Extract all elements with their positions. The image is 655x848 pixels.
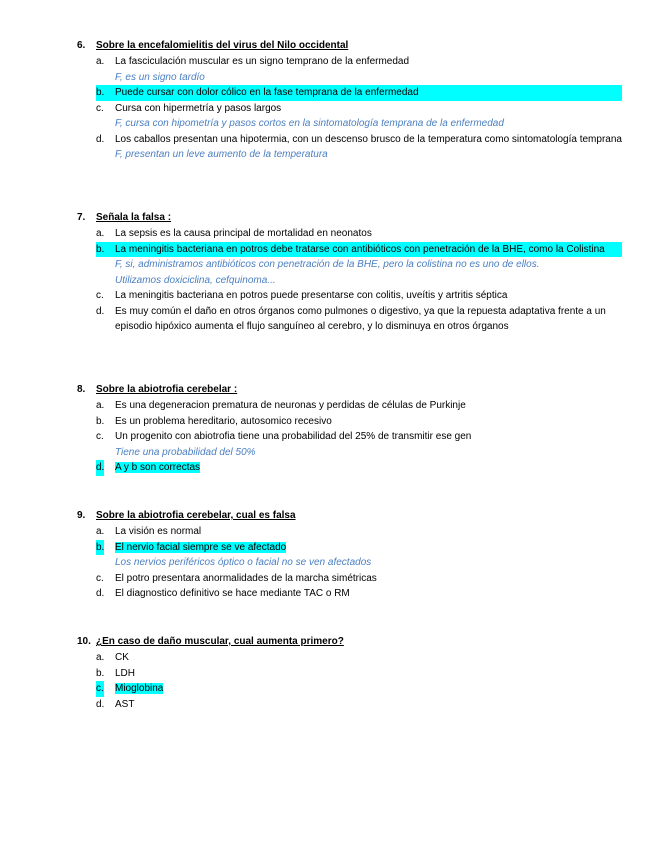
question-heading xyxy=(77,382,622,398)
answer-note: Tiene una probabilidad del 50% xyxy=(115,446,256,458)
option-letter: d. xyxy=(96,305,105,317)
option-b-correct xyxy=(77,540,622,556)
option-letter: c. xyxy=(96,681,104,697)
option-text: La meningitis bacteriana en potros debe tratarse con antibióticos con penetración de la BHE, como la Colistina xyxy=(115,243,605,255)
option-letter: d. xyxy=(96,460,104,476)
option-text: Es un problema hereditario, autosomico recesivo xyxy=(115,415,332,427)
answer-note: Utilizamos doxiciclina, cefquinoma... xyxy=(115,274,276,286)
option-c-correct xyxy=(77,681,622,697)
option-a xyxy=(77,226,622,242)
question-number: 10. xyxy=(77,636,91,647)
option-letter: c. xyxy=(96,431,104,442)
option-a xyxy=(77,650,622,666)
question-heading xyxy=(77,508,622,524)
option-c xyxy=(77,101,622,117)
option-text: Mioglobina xyxy=(115,683,164,694)
question-9 xyxy=(77,508,622,602)
option-letter: a. xyxy=(96,56,105,67)
answer-note: F, cursa con hipometría y pasos cortos en la sintomatología temprana de la enfermedad xyxy=(115,118,504,129)
option-c xyxy=(77,429,622,445)
option-letter: a. xyxy=(96,652,105,663)
option-letter: c. xyxy=(96,102,104,114)
option-text: Es muy común el daño en otros órganos como pulmones o digestivo, ya que la repuesta adaptativa frente a un episodio hipóxico aumenta el flujo sanguíneo al cerebro, y lo disminuya en otros órganos xyxy=(115,305,606,332)
option-text: Los caballos presentan una hipotermia, con un descenso brusco de la temperatura como sintomatología temprana xyxy=(115,133,622,145)
option-d xyxy=(77,697,622,713)
option-a xyxy=(77,398,622,414)
option-text: La visión es normal xyxy=(115,526,202,537)
option-letter: b. xyxy=(96,667,105,679)
option-b xyxy=(77,414,622,430)
answer-note: F, es un signo tardío xyxy=(115,71,205,83)
answer-note: F, si, administramos antibióticos con penetración de la BHE, pero la colistina no es uno de ellos. xyxy=(115,259,540,270)
option-c xyxy=(77,571,622,587)
question-6 xyxy=(77,38,622,163)
option-text: Puede cursar con dolor cólico en la fase temprana de la enfermedad xyxy=(115,87,419,98)
option-letter: a. xyxy=(96,228,105,239)
question-title: Señala la falsa : xyxy=(96,212,172,223)
option-letter: a. xyxy=(96,526,105,537)
question-heading xyxy=(77,634,622,650)
question-title: Sobre la abiotrofia cerebelar : xyxy=(96,384,238,395)
option-c xyxy=(77,288,622,304)
option-text: El nervio facial siempre se ve afectado xyxy=(115,541,287,553)
option-d xyxy=(77,304,622,335)
option-text: LDH xyxy=(115,667,136,679)
option-d xyxy=(77,132,622,148)
option-letter: d. xyxy=(96,588,105,599)
option-a xyxy=(77,54,622,70)
option-b xyxy=(77,666,622,682)
question-heading xyxy=(77,38,622,54)
question-number: 6. xyxy=(77,40,86,51)
option-b-correct xyxy=(96,242,622,258)
question-title: Sobre la abiotrofia cerebelar, cual es falsa xyxy=(96,510,296,521)
option-text: Cursa con hipermetría y pasos largos xyxy=(115,102,282,114)
option-a xyxy=(77,524,622,540)
option-text: La sepsis es la causa principal de mortalidad en neonatos xyxy=(115,228,372,239)
answer-note: Los nervios periféricos óptico o facial no se ven afectados xyxy=(115,557,372,568)
option-text: A y b son correctas xyxy=(115,462,201,473)
option-text: Es una degeneracion prematura de neuronas y perdidas de células de Purkinje xyxy=(115,400,466,411)
option-letter: b. xyxy=(96,243,105,255)
question-number: 8. xyxy=(77,384,86,395)
question-number: 9. xyxy=(77,510,86,521)
option-letter: b. xyxy=(96,540,104,556)
option-letter: d. xyxy=(96,698,105,710)
question-7 xyxy=(77,210,622,335)
option-letter: b. xyxy=(96,87,105,98)
option-letter: d. xyxy=(96,133,105,145)
option-d-correct xyxy=(77,460,622,476)
option-letter: c. xyxy=(96,290,104,301)
question-title: ¿En caso de daño muscular, cual aumenta primero? xyxy=(96,636,344,647)
option-letter: b. xyxy=(96,415,105,427)
option-letter: a. xyxy=(96,400,105,411)
question-title: Sobre la encefalomielitis del virus del Nilo occidental xyxy=(96,40,349,51)
option-letter: c. xyxy=(96,572,104,584)
question-10 xyxy=(77,634,622,712)
question-number: 7. xyxy=(77,212,86,223)
option-text: Un progenito con abiotrofia tiene una probabilidad del 25% de transmitir ese gen xyxy=(115,431,472,442)
option-text: La fasciculación muscular es un signo temprano de la enfermedad xyxy=(115,56,410,67)
option-b-correct xyxy=(96,85,622,101)
answer-note: F, presentan un leve aumento de la temperatura xyxy=(115,149,328,160)
question-heading xyxy=(77,210,622,226)
option-text: CK xyxy=(115,652,129,663)
option-text: AST xyxy=(115,698,135,710)
question-8 xyxy=(77,382,622,476)
option-text: La meningitis bacteriana en potros puede presentarse con colitis, uveítis y artritis séptica xyxy=(115,290,508,301)
option-text: El diagnostico definitivo se hace mediante TAC o RM xyxy=(115,588,350,599)
option-text: El potro presentara anormalidades de la marcha simétricas xyxy=(115,572,377,584)
option-d xyxy=(77,586,622,602)
